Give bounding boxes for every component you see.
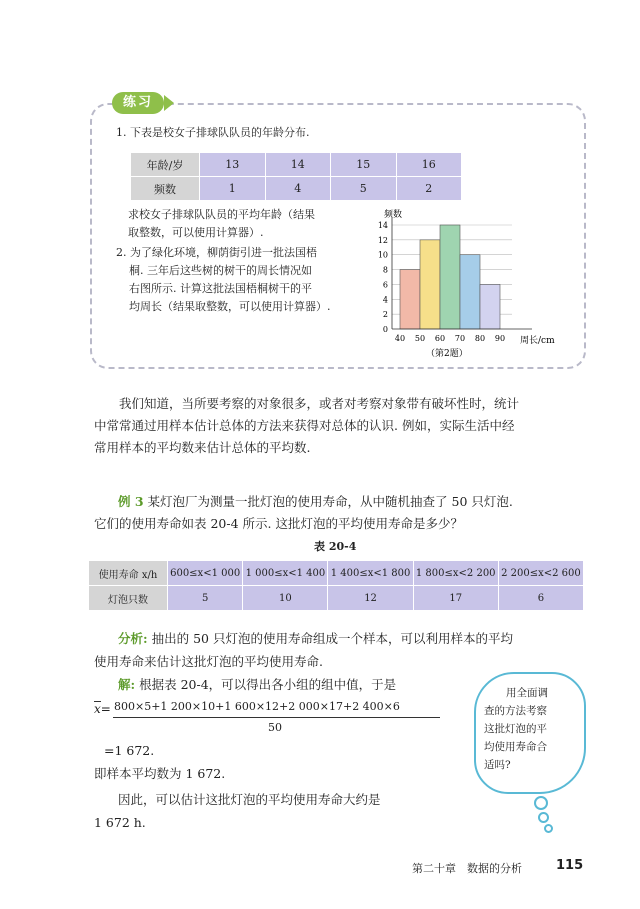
x-tick-label: 40 xyxy=(394,334,406,343)
y-tick-label: 6 xyxy=(382,280,388,290)
range-cell: 2 200≤x<2 600 xyxy=(498,561,583,586)
bubble-dot xyxy=(538,812,549,823)
exercise-q2: 2. 为了绿化环境，柳荫街引进一批法国梧 桐. 三年后这些树的树干的周长情况如 右图所示. 计算这批法国梧桐树干的平 均周长（结果取整数，可以使用计算器）. xyxy=(116,246,331,313)
example-label: 例 3 xyxy=(118,494,144,509)
exercise-q1: 1. 下表是校女子排球队队员的年龄分布. xyxy=(116,126,310,139)
count-cell: 5 xyxy=(331,177,397,201)
y-tick-label: 4 xyxy=(382,295,388,305)
x-tick-label: 70 xyxy=(454,334,466,343)
y-tick-label: 0 xyxy=(382,325,388,334)
y-axis-label: 频数 xyxy=(384,210,403,220)
sample-mean-line: 即样本平均数为 1 672. xyxy=(94,766,226,781)
count-cell: 4 xyxy=(265,177,331,201)
bubble-dot xyxy=(544,824,553,833)
bubble-text: 用全面调 查的方法考察 这批灯泡的平 均使用寿命合 适吗? xyxy=(484,687,548,771)
range-cell: 1 000≤x<1 400 xyxy=(243,561,328,586)
intro-paragraph: 我们知道，当所要考察的对象很多，或者对考察对象带有破坏性时，统计 中常常通过用样本估计总体的方法来获得对总体的认识. 例如，实际生活中经 常用样本的平均数来估计总体的平均数. xyxy=(94,396,520,455)
bulb-count-cell: 12 xyxy=(328,586,413,611)
analysis: 分析: 抽出的 50 只灯泡的使用寿命组成一个样本，可以利用样本的平均 xyxy=(118,631,513,646)
chart-caption: （第2题） xyxy=(426,349,468,359)
y-tick-label: 10 xyxy=(377,250,388,260)
footer-chapter: 第二十章 数据的分析 xyxy=(412,862,522,875)
y-tick-label: 8 xyxy=(382,265,388,275)
x-tick-label: 90 xyxy=(494,334,506,343)
count-cell: 1 xyxy=(200,177,266,201)
histogram-bar xyxy=(420,240,440,329)
fraction-bar xyxy=(113,717,440,718)
x-tick-label: 50 xyxy=(414,334,426,343)
age-header: 年龄/岁 xyxy=(131,153,200,177)
y-tick-label: 12 xyxy=(377,235,388,245)
bubble-dot xyxy=(534,796,548,810)
x-tick-label: 60 xyxy=(434,334,446,343)
count-cell: 2 xyxy=(396,177,462,201)
formula-denominator: 50 xyxy=(268,721,282,734)
histogram-bar xyxy=(460,255,480,329)
lifetime-header: 使用寿命 x/h xyxy=(89,561,168,586)
example-3 xyxy=(118,491,588,513)
exercise-tag: 练习 xyxy=(112,92,164,114)
x-bar: x= xyxy=(94,702,111,716)
exercise-q1-followup: 求校女子排球队队员的平均年龄（结果 取整数，可以使用计算器）. xyxy=(128,208,315,239)
age-table xyxy=(130,152,462,201)
bulb-count-cell: 17 xyxy=(413,586,498,611)
histogram-bar xyxy=(480,284,500,329)
formula-numerator: 800×5+1 200×10+1 600×12+2 000×17+2 400×6 xyxy=(114,700,400,713)
age-cell: 15 xyxy=(331,153,397,177)
histogram-bar xyxy=(400,270,420,329)
bulb-count-cell: 10 xyxy=(243,586,328,611)
x-axis-label: 周长/cm xyxy=(520,336,555,346)
analysis-line2: 使用寿命来估计这批灯泡的平均使用寿命. xyxy=(94,654,323,669)
formula-result: =1 672. xyxy=(104,743,155,758)
y-tick-label: 2 xyxy=(382,310,388,320)
page-number: 115 xyxy=(556,858,584,873)
example-text: 某灯泡厂为测量一批灯泡的使用寿命，从中随机抽查了 50 只灯泡. xyxy=(147,494,513,509)
age-cell: 16 xyxy=(396,153,462,177)
circumference-histogram xyxy=(360,205,580,360)
bulb-count-cell: 6 xyxy=(498,586,583,611)
lifetime-table xyxy=(88,560,584,611)
example-3-line2: 它们的使用寿命如表 20-4 所示. 这批灯泡的平均使用寿命是多少？ xyxy=(94,516,463,531)
age-cell: 13 xyxy=(200,153,266,177)
solution: 解: 根据表 20-4，可以得出各小组的组中值，于是 xyxy=(118,677,397,692)
x-tick-label: 80 xyxy=(474,334,486,343)
table-title: 表 20-4 xyxy=(314,540,357,553)
range-cell: 1 400≤x<1 800 xyxy=(328,561,413,586)
bulb-count-cell: 5 xyxy=(168,586,243,611)
conclusion-line2: 1 672 h. xyxy=(94,815,146,830)
conclusion-line1: 因此，可以估计这批灯泡的平均使用寿命大约是 xyxy=(118,792,381,807)
y-tick-label: 14 xyxy=(377,221,388,230)
histogram-bar xyxy=(440,225,460,329)
range-cell: 1 800≤x<2 200 xyxy=(413,561,498,586)
count-header: 频数 xyxy=(131,177,200,201)
age-cell: 14 xyxy=(265,153,331,177)
bulb-count-header: 灯泡只数 xyxy=(89,586,168,611)
range-cell: 600≤x<1 000 xyxy=(168,561,243,586)
